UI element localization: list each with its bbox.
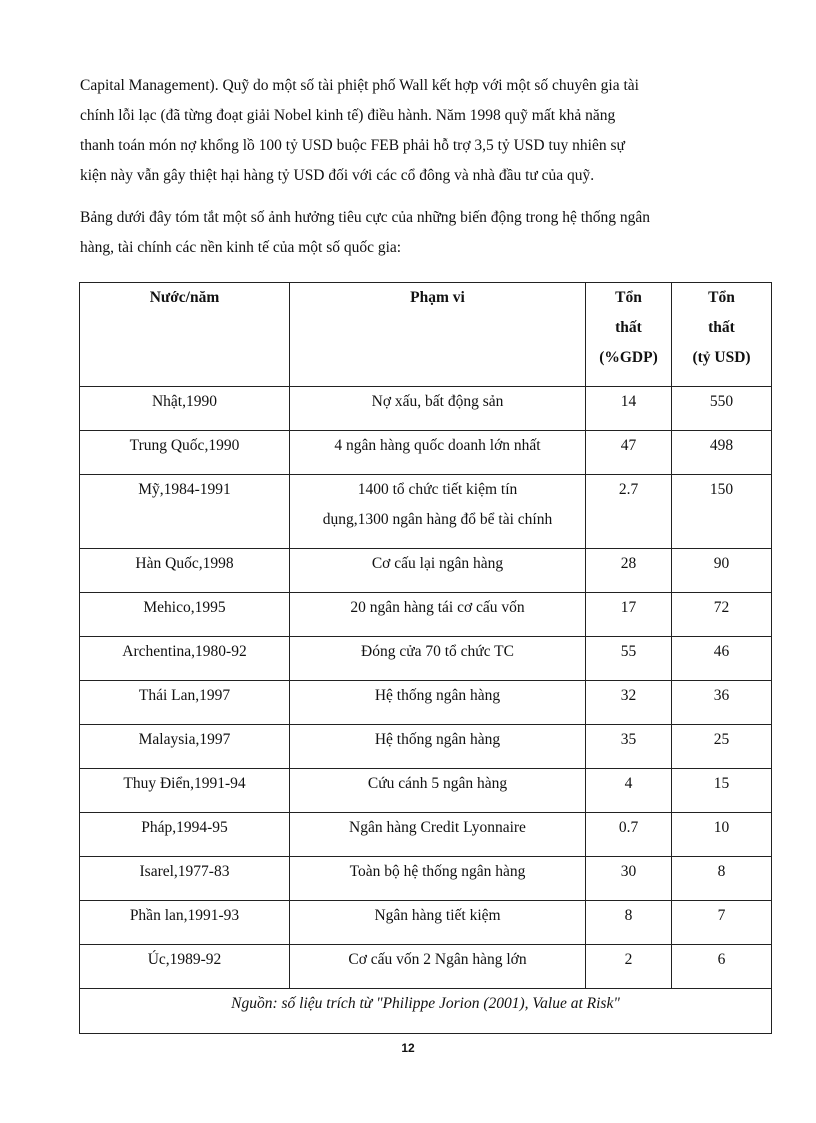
cell-loss-gdp: 32 (586, 681, 672, 725)
header-line: thất (615, 319, 642, 336)
paragraph-intro (80, 71, 738, 191)
cell-scope: 4 ngân hàng quốc doanh lớn nhất (290, 431, 586, 475)
cell-country: Mỹ,1984-1991 (80, 475, 290, 549)
cell-loss-usd: 10 (672, 813, 772, 857)
cell-scope: Cơ cấu lại ngân hàng (290, 549, 586, 593)
cell-country: Hàn Quốc,1998 (80, 549, 290, 593)
cell-loss-gdp: 35 (586, 725, 672, 769)
cell-country: Malaysia,1997 (80, 725, 290, 769)
header-line: thất (708, 319, 735, 336)
cell-loss-gdp: 17 (586, 593, 672, 637)
paragraph-line: hàng, tài chính các nền kinh tế của một số quốc gia: (80, 239, 402, 256)
cell-scope: 20 ngân hàng tái cơ cấu vốn (290, 593, 586, 637)
table-row (80, 681, 772, 725)
cell-scope: Ngân hàng Credit Lyonnaire (290, 813, 586, 857)
cell-loss-gdp: 30 (586, 857, 672, 901)
table-row (80, 593, 772, 637)
cell-loss-usd: 72 (672, 593, 772, 637)
table-row (80, 475, 772, 549)
cell-country: Nhật,1990 (80, 387, 290, 431)
cell-loss-gdp: 47 (586, 431, 672, 475)
cell-scope: Cứu cánh 5 ngân hàng (290, 769, 586, 813)
header-scope: Phạm vi (290, 283, 586, 387)
cell-loss-gdp: 14 (586, 387, 672, 431)
cell-loss-usd: 150 (672, 475, 772, 549)
cell-loss-usd: 7 (672, 901, 772, 945)
table-row (80, 387, 772, 431)
table-row (80, 813, 772, 857)
cell-loss-usd: 25 (672, 725, 772, 769)
table-source-row (80, 989, 772, 1034)
header-line: Tổn (615, 289, 642, 306)
scope-line: dụng,1300 ngân hàng đổ bể tài chính (322, 511, 553, 528)
header-loss-gdp (586, 283, 672, 387)
cell-loss-gdp: 8 (586, 901, 672, 945)
cell-scope: Ngân hàng tiết kiệm (290, 901, 586, 945)
cell-loss-gdp: 2 (586, 945, 672, 989)
page-number: 12 (401, 1041, 415, 1055)
table-row (80, 901, 772, 945)
paragraph-line: chính lỗi lạc (đã từng đoạt giải Nobel kinh tế) điều hành. Năm 1998 quỹ mất khả năng (80, 107, 616, 124)
cell-scope: Toàn bộ hệ thống ngân hàng (290, 857, 586, 901)
banking-losses-table (79, 282, 772, 1034)
cell-loss-gdp: 0.7 (586, 813, 672, 857)
cell-loss-usd: 36 (672, 681, 772, 725)
paragraph-line: kiện này vẫn gây thiệt hại hàng tỷ USD đối với các cổ đông và nhà đầu tư của quỹ. (80, 167, 595, 184)
header-country-year: Nước/năm (80, 283, 290, 387)
cell-loss-usd: 550 (672, 387, 772, 431)
cell-loss-gdp: 55 (586, 637, 672, 681)
cell-loss-usd: 15 (672, 769, 772, 813)
paragraph-line: thanh toán món nợ khổng lồ 100 tỷ USD buộc FEB phải hỗ trợ 3,5 tỷ USD tuy nhiên sự (80, 137, 625, 154)
header-line: Tổn (708, 289, 735, 306)
table-row (80, 431, 772, 475)
table-row (80, 769, 772, 813)
cell-country: Mehico,1995 (80, 593, 290, 637)
paragraph-line: Bảng dưới đây tóm tắt một số ảnh hưởng tiêu cực của những biến động trong hệ thống ngân (80, 209, 651, 226)
scope-line: 1400 tổ chức tiết kiệm tín (357, 481, 518, 498)
table-row (80, 857, 772, 901)
cell-loss-gdp: 4 (586, 769, 672, 813)
table-source-note: Nguồn: số liệu trích từ "Philippe Jorion (2001), Value at Risk" (80, 989, 772, 1034)
cell-country: Isarel,1977-83 (80, 857, 290, 901)
cell-country: Trung Quốc,1990 (80, 431, 290, 475)
table-header-row (80, 283, 772, 387)
cell-scope: Cơ cấu vốn 2 Ngân hàng lớn (290, 945, 586, 989)
cell-loss-usd: 498 (672, 431, 772, 475)
cell-country: Archentina,1980-92 (80, 637, 290, 681)
cell-country: Phần lan,1991-93 (80, 901, 290, 945)
cell-scope: Nợ xấu, bất động sản (290, 387, 586, 431)
table-row (80, 945, 772, 989)
cell-scope: Hệ thống ngân hàng (290, 681, 586, 725)
table-row (80, 637, 772, 681)
cell-loss-usd: 46 (672, 637, 772, 681)
cell-country: Úc,1989-92 (80, 945, 290, 989)
cell-loss-usd: 90 (672, 549, 772, 593)
table-row (80, 549, 772, 593)
header-loss-usd (672, 283, 772, 387)
cell-country: Thuy Điển,1991-94 (80, 769, 290, 813)
cell-loss-usd: 8 (672, 857, 772, 901)
cell-scope (290, 475, 586, 549)
header-line: (%GDP) (599, 349, 658, 366)
header-line: (tỷ USD) (692, 349, 751, 366)
cell-scope: Hệ thống ngân hàng (290, 725, 586, 769)
cell-loss-gdp: 2.7 (586, 475, 672, 549)
cell-loss-usd: 6 (672, 945, 772, 989)
table-row (80, 725, 772, 769)
cell-loss-gdp: 28 (586, 549, 672, 593)
cell-country: Thái Lan,1997 (80, 681, 290, 725)
paragraph-table-intro (80, 203, 738, 263)
paragraph-line: Capital Management). Quỹ do một số tài phiệt phố Wall kết hợp với một số chuyên gia tài (80, 77, 639, 94)
cell-scope: Đóng cửa 70 tổ chức TC (290, 637, 586, 681)
cell-country: Pháp,1994-95 (80, 813, 290, 857)
